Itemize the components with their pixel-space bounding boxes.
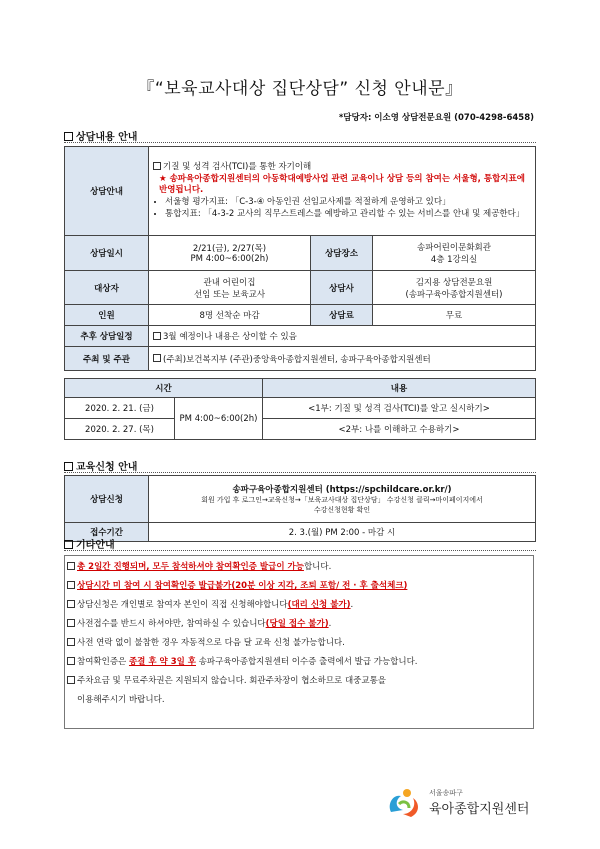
notice-line: 사전 연락 없이 불참한 경우 자동적으로 다음 달 교육 신청 불가능합니다. [67,634,533,653]
square-bullet-icon [67,638,75,646]
divider [64,472,536,473]
guide-label: 상담안내 [65,147,149,236]
fee-value: 무료 [373,305,536,326]
apply-table [64,475,536,542]
notice-line: 상담시간 미 참여 시 참여확인증 발급불가(20분 이상 지각, 조퇴 포함/ 전 · 후 출석체크) [67,577,533,596]
place-value: 송파어린이문화회관 4층 1강의실 [373,236,536,271]
notice-line: 참여확인증은 종결 후 약 3일 후 송파구육아종합지원센터 이수증 출력에서 발급 가능합니다. [67,653,533,672]
guide-content: 기질 및 성격 검사(TCI)를 통한 자기이해 ★ 송파육아종합지원센터의 아동학대예방사업 관련 교육이나 상담 등의 참여는 서울형, 통합지표에 반영됩니다. • 서울형 평가지표: 「C-3-④ 아동인권 선임교사제를 적절하게 운영하고 있다」 • 통합지표: 「4-3-2 교사의 직무스트레스를 예방하고 관리할 수 있는 서비스를 안내 및 제공한다」 [149,147,536,236]
divider [64,550,536,551]
square-bullet-icon [153,162,161,170]
contact-info: *담당자: 이소영 상담전문요원 (070-4298-6458) [338,113,534,123]
schedule-header-content: 내용 [263,379,536,398]
square-bullet-icon [153,332,161,340]
notice-line: 이용해주시기 바랍니다. [77,695,165,705]
guide-bullet: • 통합지표: 「4-3-2 교사의 직무스트레스를 예방하고 관리할 수 있는 서비스를 안내 및 제공한다」 [165,209,531,220]
section-heading-consult: 상담내용 안내 [64,128,137,143]
notice-line: 상담신청은 개인별로 참여자 본인이 직접 신청해야합니다(대리 신청 불가). [67,596,533,615]
host-value: (주최)보건복지부 (주관)중앙육아종합지원센터, 송파구육아종합지원센터 [149,347,536,371]
people-value: 8명 선착순 마감 [149,305,311,326]
guide-bullet: • 서울형 평가지표: 「C-3-④ 아동인권 선임교사제를 적절하게 운영하고 있다」 [165,197,531,208]
notice-line: 주차요금 및 무료주차권은 지원되지 않습니다. 회관주차장이 협소하므로 대중교통을 [67,672,533,691]
notice-line: 사전접수를 반드시 하셔야만, 참여하실 수 있습니다(당일 접수 불가). [67,615,533,634]
square-bullet-icon [67,676,75,684]
schedule-header-time: 시간 [65,379,263,398]
square-bullet-icon [67,657,75,665]
logo-title: 육아종합지원센터 [429,802,530,817]
square-bullet-icon [67,619,75,627]
center-logo [385,782,535,822]
square-bullet-icon [67,562,75,570]
place-label: 상담장소 [311,236,373,271]
followup-value: 3월 예정이나 내용은 상이할 수 있음 [149,326,536,347]
square-bullet-icon [64,132,73,141]
schedule-table [64,378,536,440]
date-value: 2/21(금), 2/27(목) PM 4:00~6:00(2h) [149,236,311,271]
schedule-date: 2020. 2. 27. (목) [65,419,175,440]
logo-subtitle: 서울송파구 [429,789,463,797]
divider [64,142,536,143]
apply-label: 상담신청 [65,476,149,523]
apply-value: 송파구육아종합지원센터 (https://spchildcare.or.kr/) 회원 가입 후 로그인→교육신청→「보육교사대상 집단상담」 수강신청 클릭→마이페이지에서 수강신청현황 확인 [149,476,536,523]
target-label: 대상자 [65,271,149,305]
counselor-label: 상담사 [311,271,373,305]
section-heading-apply: 교육신청 안내 [64,458,137,473]
section-heading-etc: 기타안내 [64,536,115,551]
consult-info-table [64,146,536,371]
square-bullet-icon [64,540,73,549]
schedule-content: <1부: 기질 및 성격 검사(TCI)를 알고 실시하기> [263,398,536,419]
period-label: 접수기간 [65,523,149,542]
counselor-value: 김지용 상담전문요원 (송파구육아종합지원센터) [373,271,536,305]
square-bullet-icon [67,581,75,589]
square-bullet-icon [153,354,161,362]
etc-notice-box [64,555,534,729]
schedule-content: <2부: 나를 이해하고 수용하기> [263,419,536,440]
center-logo-icon [385,784,425,820]
square-bullet-icon [64,462,73,471]
square-bullet-icon [67,600,75,608]
fee-label: 상담료 [311,305,373,326]
period-value: 2. 3.(월) PM 2:00 - 마감 시 [149,523,536,542]
page-title: 『“보육교사대상 집단상담” 신청 안내문』 [137,79,463,99]
schedule-time: PM 4:00~6:00(2h) [175,398,263,440]
target-value: 관내 어린이집 선임 또는 보육교사 [149,271,311,305]
notice-line: 총 2일간 진행되며, 모두 참석하셔야 참여확인증 발급이 가능합니다. [67,558,533,577]
people-label: 인원 [65,305,149,326]
apply-site-link[interactable]: 송파구육아종합지원센터 (https://spchildcare.or.kr/) [232,485,452,495]
schedule-date: 2020. 2. 21. (금) [65,398,175,419]
host-label: 주최 및 주관 [65,347,149,371]
guide-star-note: ★ 송파육아종합지원센터의 아동학대예방사업 관련 교육이나 상담 등의 참여는 서울형, 통합지표에 반영됩니다. [159,174,525,195]
followup-label: 추후 상담일정 [65,326,149,347]
date-label: 상담일시 [65,236,149,271]
